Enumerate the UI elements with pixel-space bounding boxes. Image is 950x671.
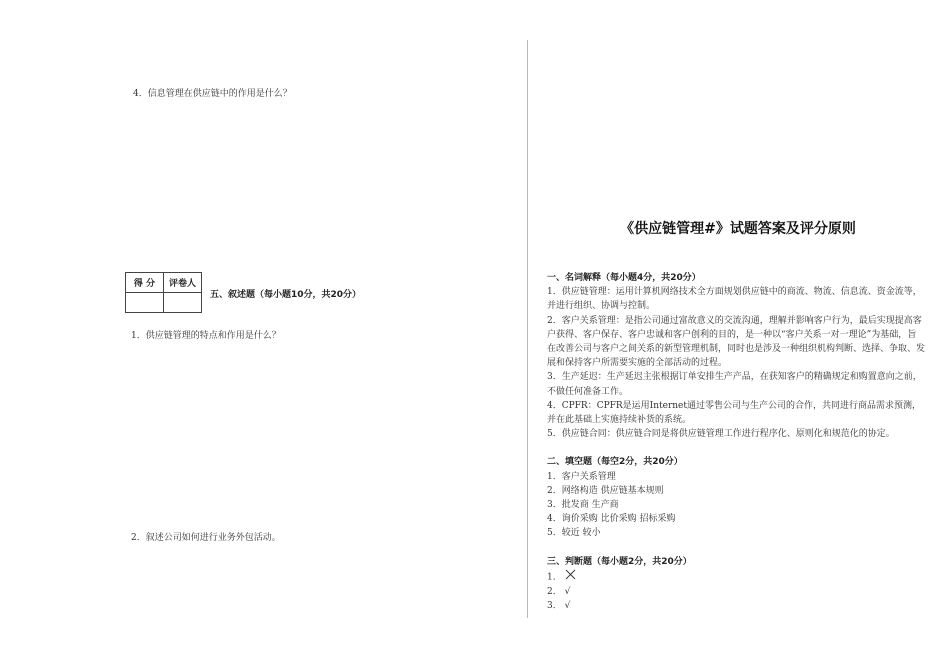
answer-2-2: 2．网络构造 供应链基本规则: [547, 485, 664, 496]
answer-body: [547, 271, 925, 613]
answer-1-5: 5．供应链合同：供应链合同是将供应链管理工作进行程序化、原则化和规范化的协定。: [547, 429, 895, 440]
section-5-title: 五、叙述题（每小题10分，共20分）: [210, 290, 362, 300]
question-4: 4．信息管理在供应链中的作用是什么？: [133, 89, 292, 99]
answer-3-3: [547, 599, 925, 613]
answer-3-1-num: 1．: [547, 572, 562, 583]
grader-header: 评卷人: [164, 273, 202, 293]
answer-3-2-num: 2．: [547, 587, 562, 598]
answer-1-4: 4．CPFR：CPFR是运用Internet通过零售公司与生产公司的合作，共同进行商品需求预测，并在此基础上实施持续补货的系统。: [547, 400, 921, 426]
question-5-1: 1．供应链管理的特点和作用是什么？: [131, 331, 281, 341]
section-1-title: 一、名词解释（每小题4分，共20分）: [547, 273, 701, 283]
answer-1-3: 3．生产延迟：生产延迟主张根据订单安排生产产品，在获知客户的精确规定和购置意向之前，不做任何准备工作。: [547, 372, 922, 397]
answer-2-4: 4．询价采购 比价采购 招标采购: [547, 514, 676, 525]
section-3-title: 三、判断题（每小题2分，共20分）: [547, 556, 692, 567]
page-divider: [527, 40, 528, 618]
question-5-2: 2．叙述公司如何进行业务外包活动。: [131, 533, 281, 543]
answer-1-1: 1．供应链管理：运用计算机网络技术全方面规划供应链中的商流、物流、信息流、资金流等，并进行组织、协调与控制。: [547, 287, 922, 312]
answer-3-1: [547, 569, 925, 585]
answer-2-5: 5．较近 较小: [547, 528, 601, 539]
answer-2-3: 3．批发商 生产商: [547, 500, 619, 511]
score-cell: [126, 293, 164, 313]
answer-1-2: 2．客户关系管理：是指公司通过富故意义的交流沟通，理解并影响客户行为，最后实现提高客户获得、客户保存、客户忠诚和客户创利的目的，是一种以“客户关系一对一理论”为基础，旨在改善公司与客户之间关系的新型管理机制，同时也是涉及一种组织机构判断、选择、争取、发展和保持客户所需要实施的全部活动的过程。: [547, 315, 926, 369]
answer-3-3-num: 3．: [547, 601, 562, 612]
cross-icon: [565, 569, 576, 585]
answer-3-3-mark: √: [564, 601, 571, 612]
answer-title: 《供应链管理#》试题答案及评分原则: [620, 221, 856, 237]
section-2-title: 二、填空题（每空2分，共20分）: [547, 457, 683, 468]
score-header: 得 分: [126, 273, 164, 293]
score-table: [125, 272, 202, 313]
answer-3-2-mark: √: [564, 587, 571, 598]
answer-3-2: [547, 585, 925, 599]
answer-2-1: 1．客户关系管理: [547, 471, 616, 482]
grader-cell: [164, 293, 202, 313]
